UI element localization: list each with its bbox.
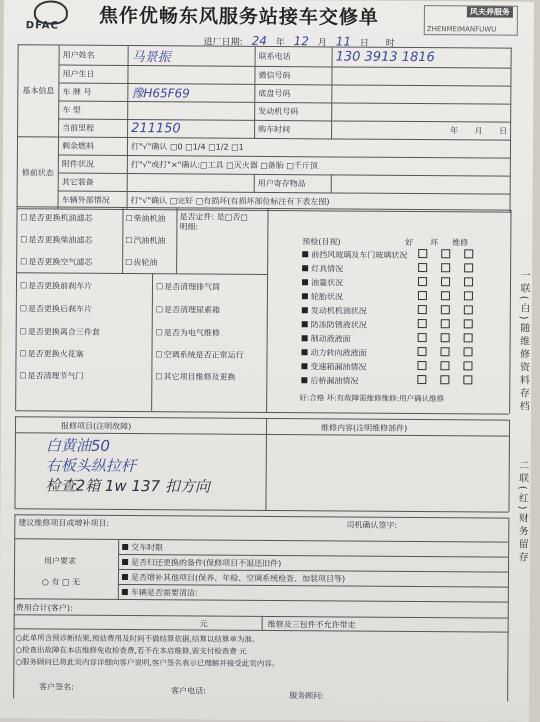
preview-checkbox[interactable] [463, 375, 472, 384]
req-return-parts[interactable]: 是否归还更换的备件(保修项目不退还旧件) [122, 557, 281, 569]
preview-checkbox[interactable] [441, 347, 450, 356]
bullet-square-icon [302, 307, 308, 313]
preview-checkbox[interactable] [441, 263, 450, 272]
buy-date-label: 购车时间 [255, 120, 332, 139]
other-equip-label: 其它装备 [58, 173, 127, 191]
bullet-square-icon [302, 251, 308, 257]
check-other[interactable]: ☐ 其它项目维修及更换 [155, 371, 235, 383]
preview-item[interactable]: 制动液液面 [302, 332, 480, 345]
handwritten-item-2: 右板头纵拉杆 [45, 456, 136, 476]
birthday-field[interactable] [128, 66, 255, 85]
preview-note: 好:合格 坏:有故障需维修维修:用户确认维修 [299, 393, 445, 404]
bullet-square-icon [301, 377, 307, 383]
req-deadline[interactable]: 交车时限 [122, 542, 163, 553]
check-rear-brake[interactable]: ☐ 是否更换后刹车片 [20, 303, 92, 315]
preview-item[interactable]: 发动机机油状况 [302, 304, 480, 317]
preview-checkbox[interactable] [418, 291, 427, 300]
preview-checkbox[interactable] [418, 347, 427, 356]
check-spark-plug[interactable]: ☐ 是否更换火花塞 [19, 348, 83, 359]
preview-checkbox[interactable] [464, 305, 473, 314]
stored-items-field[interactable] [331, 175, 510, 194]
customer-phone-label: 客户电话: [171, 686, 206, 696]
preview-good-header: 好 [405, 237, 414, 248]
customer-sign-label: 客户签名: [39, 682, 74, 692]
model-label: 车 型 [59, 101, 128, 119]
preview-checkbox[interactable] [441, 319, 450, 328]
advisor-label: 服务顾问: [289, 691, 324, 701]
cost-label: 费用合计(客户): [15, 603, 73, 613]
fixed-part-note: 明细: [179, 222, 199, 232]
chassis-field[interactable] [332, 85, 511, 104]
preview-bad-header: 坏 [430, 238, 439, 248]
preview-checkbox[interactable] [418, 249, 427, 258]
wechat-field[interactable] [332, 67, 511, 86]
exterior-options[interactable]: 打"√"确认 □完好 □有损坏(有损坏部位标注有下表左图) [127, 192, 510, 213]
check-gear-oil[interactable]: ☐ 齿轮油 [125, 257, 157, 268]
bullet-square-icon [302, 335, 308, 341]
entry-year: 24 [251, 33, 267, 48]
preview-item[interactable]: 防冻防锈液状况 [302, 318, 480, 331]
preview-checkbox[interactable] [464, 319, 473, 328]
brand-en: ZHENMEIMANFUWU [426, 25, 497, 34]
driver-sign-label: 司机确认签字: [346, 520, 398, 530]
preview-checkbox[interactable] [417, 375, 426, 384]
term-3: ○服务顾问已将此页内容详细向客户说明,客户签名表示已理解并接受此页内容。 [15, 657, 280, 669]
name-label: 用户姓名 [59, 45, 128, 65]
user-req-label: 用户要求 [44, 556, 77, 566]
page-title: 焦作优畅东风服务站接车交修单 [98, 4, 379, 29]
check-ac[interactable]: ☐ 空调系统是否正常运行 [155, 349, 243, 361]
basic-section-label: 基本信息 [18, 45, 60, 137]
preview-checkbox[interactable] [464, 291, 473, 300]
cost-unit: 元 [199, 619, 208, 629]
accessory-options[interactable]: 打"√"或打"×"确认:□工具 □灭火器 □备胎 □千斤顶 [127, 156, 510, 177]
content-label: 维修内容(注明维修部件) [320, 423, 408, 433]
info-table [17, 44, 512, 212]
bullet-square-icon [302, 321, 308, 327]
preview-checkbox[interactable] [417, 361, 426, 370]
preview-item[interactable]: 轮胎状况 [302, 290, 480, 303]
check-gas-oil[interactable]: ☐ 汽油机油 [125, 235, 165, 246]
fixed-part-label[interactable]: 是否定件: 是□否□ [179, 212, 248, 222]
term-2: ○检查出故障在本店维修免收检查费,若不在本店维修,需支付检查费 元 [15, 645, 247, 656]
preview-checkbox[interactable] [464, 263, 473, 272]
service-brand-badge [424, 5, 518, 36]
other-equip-field[interactable] [127, 174, 254, 193]
dfac-logo [26, 0, 80, 34]
preview-checkbox[interactable] [464, 347, 473, 356]
user-req-options[interactable]: ○ 有 □ 无 [41, 577, 81, 587]
entry-date: 进厂日期: 24 年 12 月 11 日 时 [203, 33, 395, 49]
preview-checkbox[interactable] [440, 375, 449, 384]
check-urea[interactable]: ☐ 是否清理尿素箱 [156, 304, 220, 315]
check-front-brake[interactable]: ☐ 是否更换前刹车片 [20, 280, 92, 292]
mileage-label: 当前里程 [59, 119, 128, 137]
bullet-square-icon [302, 265, 308, 271]
preview-item[interactable]: 动力转向液液面 [301, 346, 479, 359]
birthday-label: 用户生日 [59, 65, 128, 83]
check-oil-filter[interactable]: ☐ 是否更换机油滤芯 [20, 212, 92, 224]
preview-checkbox[interactable] [463, 361, 472, 370]
preview-checkbox[interactable] [418, 277, 427, 286]
req-cleaning[interactable]: 车辆是否需要清洁: [122, 587, 198, 599]
exterior-label: 车辆外部情况 [58, 191, 127, 209]
buy-date-field[interactable]: 年 月 日 [332, 121, 511, 140]
copy1-label: 一联(白)随维修资料存档 [517, 269, 530, 414]
cost-note: 维修及三包件不允许带走 [267, 620, 356, 630]
plate-field[interactable]: 豫H65F69 [128, 84, 255, 103]
preview-checkbox[interactable] [441, 333, 450, 342]
logo-text: DFAC [25, 20, 59, 32]
engine-label: 发动机号码 [255, 102, 332, 121]
check-exhaust[interactable]: ☐ 是否清理排气筒 [156, 281, 220, 292]
preview-checkbox[interactable] [418, 333, 427, 342]
preview-item[interactable]: 灯具情况 [302, 262, 480, 275]
check-electric[interactable]: ☐ 是否为电气维修 [156, 327, 220, 338]
copy2-label: 二联(红)财务留存 [516, 459, 528, 565]
preview-checkbox[interactable] [464, 277, 473, 286]
preview-checkbox[interactable] [440, 361, 449, 370]
phone-label: 联系电话 [255, 46, 332, 67]
preview-checkbox[interactable] [441, 277, 450, 286]
check-section-label: 修前状态 [17, 137, 59, 209]
term-1: ○此单所含预诊断结果,预估费用及时间不做结算依据,结算以结算单为准。 [15, 633, 260, 644]
model-field[interactable] [128, 102, 255, 121]
preview-item[interactable]: 油量状况 [302, 276, 480, 289]
preview-title: 预检(目视) [302, 237, 341, 247]
plate-label: 车 牌 号 [59, 83, 128, 101]
bullet-square-icon [302, 349, 308, 355]
check-diesel-filter[interactable]: ☐ 是否更换柴油滤芯 [20, 234, 92, 246]
stored-items-label: 用户寄存物品 [254, 174, 331, 193]
mileage-field[interactable]: 211150 [128, 120, 255, 139]
preview-fix-header: 维修 [452, 238, 469, 248]
preview-checkbox[interactable] [441, 305, 450, 314]
req-extra-items[interactable]: 是否增补其他项目(保养、年检、空调系统检查、加装项目等) [122, 572, 345, 585]
suggest-label: 建议维修项目或增补项目: [18, 518, 110, 528]
preview-checkbox[interactable] [441, 249, 450, 258]
preview-checkbox[interactable] [418, 319, 427, 328]
preview-item[interactable]: 变速箱漏油情况 [301, 360, 479, 373]
accessory-label: 附件状况 [58, 155, 127, 173]
wechat-label: 微信号码 [255, 66, 332, 85]
handwritten-item-3: 检查2箱 1w 137 扣方向 [45, 476, 210, 496]
handwritten-item-1: 白黄油50 [45, 436, 111, 455]
preview-item[interactable]: 前挡风玻璃及车门玻璃状况 [302, 248, 480, 261]
check-air-filter[interactable]: ☐ 是否更换空气滤芯 [20, 256, 92, 268]
preview-checkbox[interactable] [418, 305, 427, 314]
fuel-options[interactable]: 打"√"确认 □0 □1/4 □1/2 □1 [127, 138, 510, 159]
preview-checkbox[interactable] [464, 333, 473, 342]
preview-checkbox[interactable] [418, 263, 427, 272]
report-label: 报修项目(注明故障) [60, 421, 132, 432]
phone-field[interactable]: 130 3913 1816 [332, 47, 511, 68]
bullet-square-icon [302, 279, 308, 285]
bullet-square-icon [302, 293, 308, 299]
name-field[interactable]: 马景振 [128, 46, 255, 67]
chassis-label: 底盘号码 [255, 84, 332, 103]
preview-checkbox[interactable] [464, 249, 473, 258]
fuel-label: 剩余燃料 [58, 137, 127, 155]
brand-cn: 风夫养服务 [467, 6, 513, 17]
entry-month: 12 [293, 34, 310, 49]
check-clutch[interactable]: ☐ 是否更换离合三件套 [20, 326, 100, 338]
engine-field[interactable] [332, 103, 511, 122]
entry-day: 11 [335, 34, 352, 49]
preview-checkbox[interactable] [441, 291, 450, 300]
bullet-square-icon [301, 363, 307, 369]
preview-item[interactable]: 后桥漏油情况 [301, 374, 479, 387]
check-throttle[interactable]: ☐ 是否清理节气门 [19, 370, 83, 381]
check-diesel-oil[interactable]: ☐ 柴油机油 [125, 213, 165, 224]
